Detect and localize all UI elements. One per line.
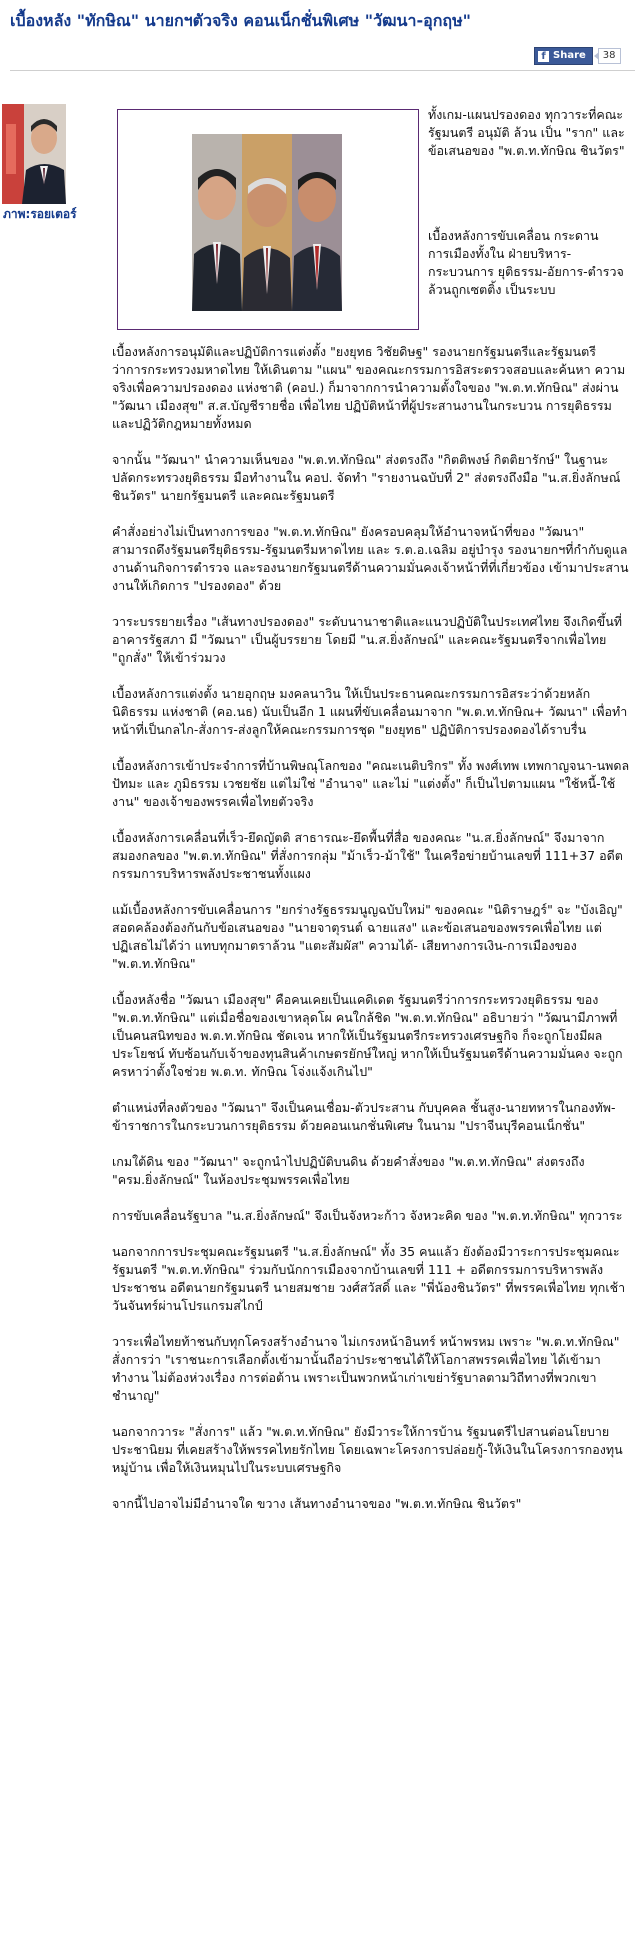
body-paragraph: ตำแหน่งที่ลงตัวของ "วัฒนา" จึงเป็นคนเชื่อม-ตัวประสาน กับบุคคล ชั้นสูง-นายทหารในกองทัพ-ข้าราชการในกระบวนการยุติธรรม ด้วยคอนเนกชั่นพิเศษ ในนาม "ปราจีนบุรีคอนเน็กชั่น" bbox=[112, 1100, 616, 1133]
body-paragraph: วาระเพื่อไทยท้าชนกับทุกโครงสร้างอำนาจ ไม่เกรงหน้าอินทร์ หน้าพรหม เพราะ "พ.ต.ท.ทักษิณ" สั่งการว่า "เราชนะการเลือกตั้งเข้ามานั้นถือว่าประชาชนได้ให้โอกาสพรรคเพื่อไทย ได้เข้ามาทำงาน ไม่ต้องห่วงเรื่อง การต่อต้าน เพราะเป็นพวกหน้าเก่าเขย่ารัฐบาลตามวิถีทางที่พวกเขาชำนาญ" bbox=[112, 1334, 620, 1403]
intro-paragraph-1: ทั้งเกม-แผนปรองดอง ทุกวาระที่คณะรัฐมนตรี อนุมัติ ล้วน เป็น "ราก" และข้อเสนอของ "พ.ต.ท.ทักษิณ ชินวัตร" bbox=[428, 107, 625, 158]
body-paragraph: เบื้องหลังการอนุมัติและปฏิบัติการแต่งตั้ง "ยงยุทธ วิชัยดิษฐ" รองนายกรัฐมนตรีและรัฐมนตรีว่าการกระทรวงมหาดไทย ให้เดินตาม "แผน" ของคณะกรรมการอิสระตรวจสอบและค้นหา ความจริงเพื่อความปรองดอง แห่งชาติ (คอป.) ก็มาจากการนำความตั้งใจของ "พ.ต.ท.ทักษิณ" ส่งผ่าน "วัฒนา เมืองสุข" ส.ส.บัญชีรายชื่อ เพื่อไทย ปฏิบัติหน้าที่ผู้ประสานงานในกระบวน การยุติธรรม และปฏิวัติกฎหมายทั้งหมด bbox=[112, 344, 626, 431]
article-title: เบื้องหลัง "ทักษิณ" นายกฯตัวจริง คอนเน็กชั่นพิเศษ "วัฒนา-อุกฤษ" bbox=[10, 11, 471, 30]
body-paragraph: คำสั่งอย่างไม่เป็นทางการของ "พ.ต.ท.ทักษิณ" ยังครอบคลุมให้อำนาจหน้าที่ของ "วัฒนา" สามารถดึงรัฐมนตรียุติธรรม-รัฐมนตรีมหาดไทย และ ร.ต.อ.เฉลิม อยู่บำรุง รองนายกฯที่กำกับดูแลงานด้านกิจการตำรวจ และรองนายกรัฐมนตรีด้านความมั่นคงเจ้าหน้าที่ที่เกี่ยวข้อง เข้ามาประสานงานให้เกิดการ "ปรองดอง" ด้วย bbox=[112, 524, 629, 593]
body-paragraph: เบื้องหลังการแต่งตั้ง นายอุกฤษ มงคลนาวิน ให้เป็นประธานคณะกรรมการอิสระว่าด้วยหลักนิติธรรม แห่งชาติ (คอ.นธ) นับเป็นอีก 1 แผนที่ขับเคลื่อนมาจาก "พ.ต.ท.ทักษิณ+ วัฒนา" เพื่อทำหน้าที่เป็นกลไก-สั่งการ-ส่งลูกให้คณะกรรมการชุด "ยงยุทธ" ปฏิบัติการปรองดองได้ราบรื่น bbox=[112, 686, 628, 737]
title-divider bbox=[10, 70, 635, 71]
three-men-photo bbox=[192, 134, 342, 311]
body-paragraph: วาระบรรยายเรื่อง "เส้นทางปรองดอง" ระดับนานาชาติและแนวปฏิบัติในประเทศไทย จึงเกิดขึ้นที่อาคารรัฐสภา มี "วัฒนา" เป็นผู้บรรยาย โดยมี "น.ส.ยิ่งลักษณ์" และคณะรัฐมนตรีจากเพื่อไทย "ถูกสั่ง" ให้เข้าร่วมวง bbox=[112, 614, 622, 665]
body-paragraph: การขับเคลื่อนรัฐบาล "น.ส.ยิ่งลักษณ์" จึงเป็นจังหวะก้าว จังหวะคิด ของ "พ.ต.ท.ทักษิณ" ทุกวาระ bbox=[112, 1208, 623, 1223]
side-photo bbox=[2, 104, 66, 204]
portrait-image bbox=[2, 104, 66, 204]
body-paragraph: เกมใต้ดิน ของ "วัฒนา" จะถูกนำไปปฏิบัติบนดิน ด้วยคำสั่งของ "พ.ต.ท.ทักษิณ" ส่งตรงถึง "ครม.ยิ่งลักษณ์" ในห้องประชุมพรรคเพื่อไทย bbox=[112, 1154, 585, 1187]
facebook-share bbox=[534, 48, 621, 64]
facebook-share-button[interactable] bbox=[534, 47, 593, 65]
body-paragraph: เบื้องหลังการเข้าประจำการที่บ้านพิษณุโลกของ "คณะเนติบริกร" ทั้ง พงศ์เทพ เทพกาญจนา-นพดล ปัทมะ และ ภูมิธรรม เวชยชัย แต่ไม่ใช่ "อำนาจ" และไม่ "แต่งตั้ง" ก็เป็นไปตามแผน "ใช้หนี้-ใช้งาน" ของเจ้าของพรรคเพื่อไทยตัวจริง bbox=[112, 758, 630, 809]
share-label: Share bbox=[553, 50, 586, 61]
article-body bbox=[112, 343, 630, 1531]
facebook-icon: f bbox=[538, 51, 549, 62]
article-photo-frame bbox=[117, 109, 419, 330]
body-paragraph: เบื้องหลังการเคลื่อนที่เร็ว-ยึดญัตติ สาธารณะ-ยึดพื้นที่สื่อ ของคณะ "น.ส.ยิ่งลักษณ์" จึงมาจากสมองกลของ "พ.ต.ท.ทักษิณ" ที่สั่งการกลุ่ม "ม้าเร็ว-ม้าใช้" ในเครือข่ายบ้านเลขที่ 111+37 อดีตกรรมการบริหารพลังประชาชนทั้งแผง bbox=[112, 830, 623, 881]
body-paragraph: นอกจากการประชุมคณะรัฐมนตรี "น.ส.ยิ่งลักษณ์" ทั้ง 35 คนแล้ว ยังต้องมีวาระการประชุมคณะรัฐมนตรี "พ.ต.ท.ทักษิณ" ร่วมกับนักการเมืองจากบ้านเลขที่ 111 + อดีตกรรมการบริหารพลังประชาชน อดีตนายกรัฐมนตรี นายสมชาย วงศ์สวัสดิ์ และ "พี่น้องชินวัตร" ที่พรรคเพื่อไทย ทุกเช้าวันจันทร์ผ่านโปรแกรมสไกป์ bbox=[112, 1244, 626, 1313]
body-paragraph: นอกจากวาระ "สั่งการ" แล้ว "พ.ต.ท.ทักษิณ" ยังมีวาระให้การบ้าน รัฐมนตรีไปสานต่อนโยบายประชานิยม ที่เคยสร้างให้พรรคไทยรักไทย โดยเฉพาะโครงการปล่อยกู้-ให้เงินในโครงการกองทุนหมู่บ้าน เพื่อให้เงินหมุนไปในระบบเศรษฐกิจ bbox=[112, 1424, 623, 1475]
body-paragraph: จากนี้ไปอาจไม่มีอำนาจใด ขวาง เส้นทางอำนาจของ "พ.ต.ท.ทักษิณ ชินวัตร" bbox=[112, 1496, 522, 1511]
body-paragraph: เบื้องหลังชื่อ "วัฒนา เมืองสุข" คือคนเคยเป็นแคดิเดต รัฐมนตรีว่าการกระทรวงยุติธรรม ของ "พ.ต.ท.ทักษิณ" แต่เมื่อชื่อของเขาหลุดโผ คนใกล้ชิด "พ.ต.ท.ทักษิณ" อธิบายว่า "วัฒนามีภาพที่เป็นคนสนิทของ พ.ต.ท.ทักษิณ ชัดเจน หากให้เป็นรัฐมนตรีกระทรวงเศรษฐกิจ ก็จะถูกโยงมีผลประโยชน์ ทับซ้อนกับเจ้าของทุนสินค้าเกษตรยักษ์ใหญ่ หากให้เป็นรัฐมนตรีด้านความมั่นคง จะถูกครหาว่าตั้งใจช่วย พ.ต.ท. ทักษิณ โจ่งแจ้งเกินไป" bbox=[112, 992, 623, 1079]
article-photo bbox=[192, 134, 342, 311]
share-count: 38 bbox=[598, 48, 621, 64]
intro-paragraph-2: เบื้องหลังการขับเคลื่อน กระดานการเมืองทั้งใน ฝ่ายบริหาร-กระบวนการ ยุติธรรม-อัยการ-ตำรวจ ล้วนถูกเซตติ้ง เป็นระบบ bbox=[428, 228, 624, 297]
body-paragraph: จากนั้น "วัฒนา" นำความเห็นของ "พ.ต.ท.ทักษิณ" ส่งตรงถึง "กิตติพงษ์ กิตติยารักษ์" ในฐานะปลัดกระทรวงยุติธรรม มือทำงานใน คอป. จัดทำ "รายงานฉบับที่ 2" ส่งตรงถึงมือ "น.ส.ยิ่งลักษณ์ ชินวัตร" นายกรัฐมนตรี และคณะรัฐมนตรี bbox=[112, 452, 621, 503]
body-paragraph: แม้เบื้องหลังการขับเคลื่อนการ "ยกร่างรัฐธรรมนูญฉบับใหม่" ของคณะ "นิติราษฎร์" จะ "บังเอิญ" สอดคล้องต้องกันกับข้อเสนอของ "นายจาตุรนต์ ฉายแสง" และข้อเสนอของพรรคเพื่อไทย แต่ปฏิเสธไม่ได้ว่า แทบทุกมาตราล้วน "แตะสัมผัส" ความได้- เสียทางการเงิน-การเมืองของ "พ.ต.ท.ทักษิณ" bbox=[112, 902, 623, 971]
photo-caption: ภาพ:รอยเตอร์ bbox=[3, 207, 77, 221]
